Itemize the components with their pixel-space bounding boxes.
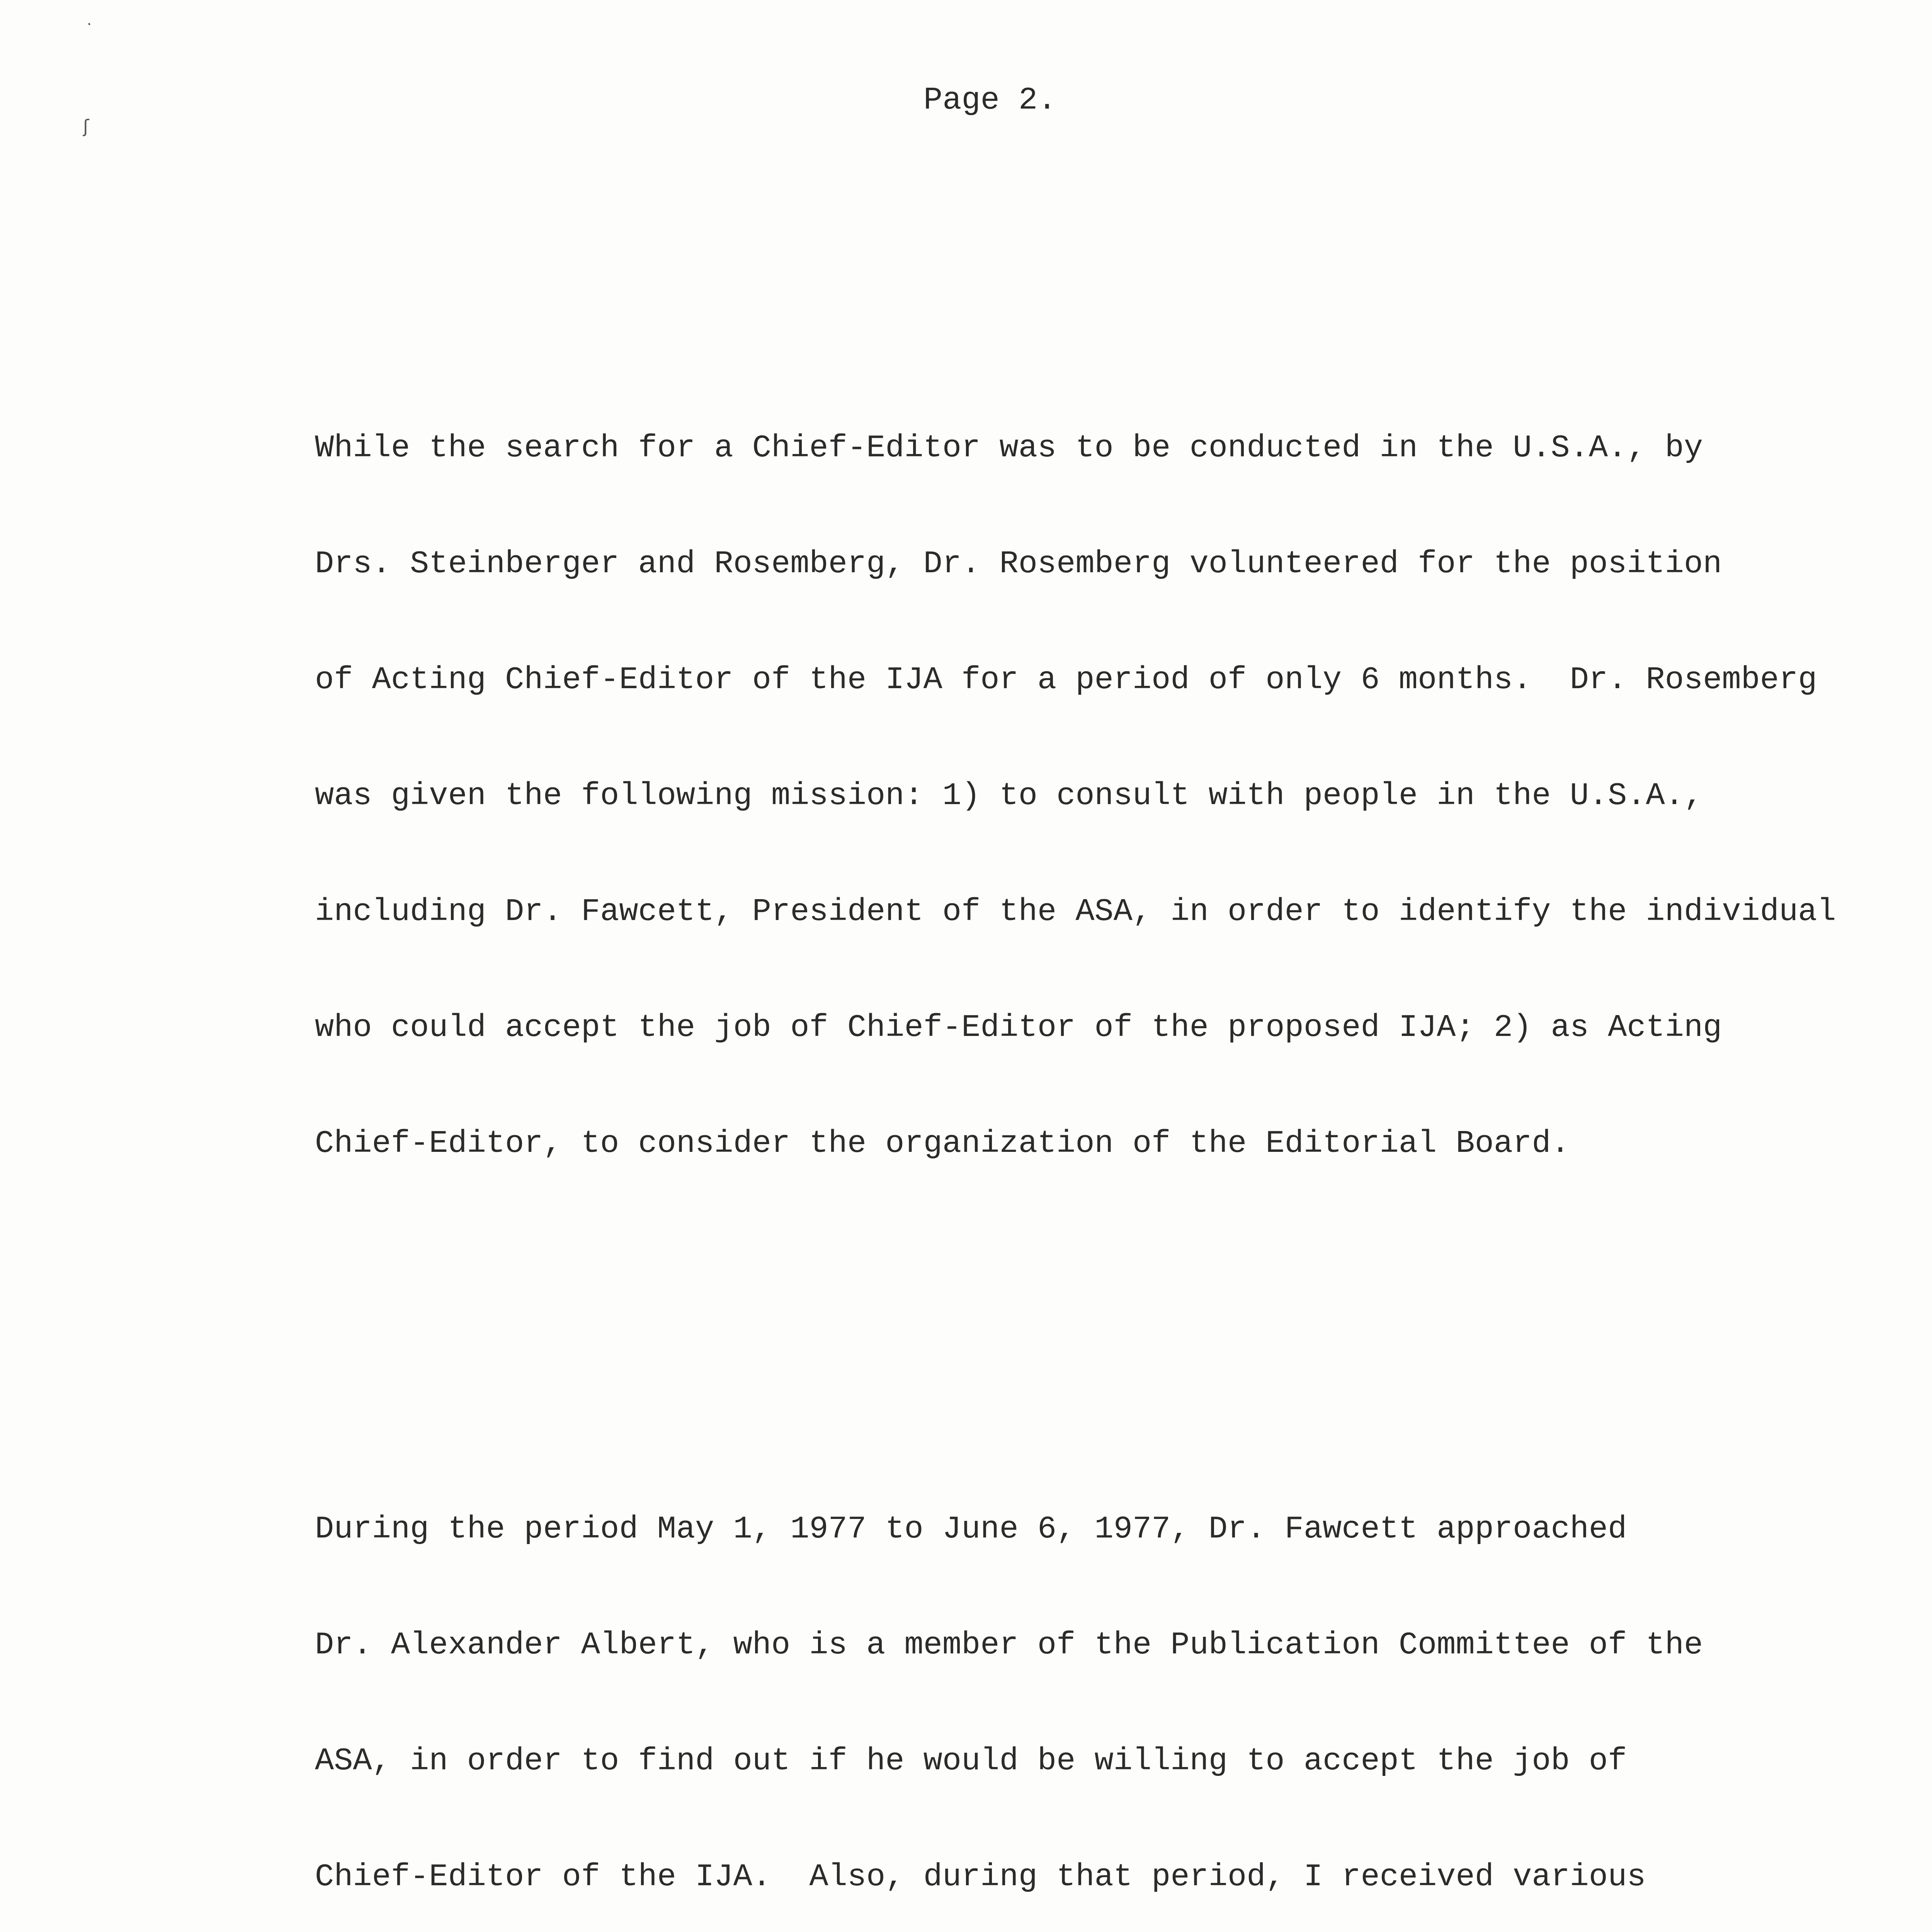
text-line: was given the following mission: 1) to consult with people in the U.S.A.,	[315, 778, 1703, 814]
text-line: During the period May 1, 1977 to June 6, 1977, Dr. Fawcett approached	[315, 1511, 1627, 1547]
text-line: including Dr. Fawcett, President of the ASA, in order to identify the individual	[315, 894, 1836, 930]
text-line: of Acting Chief-Editor of the IJA for a period of only 6 months. Dr. Rosemberg	[315, 662, 1817, 698]
paragraph-chief-editor-search	[315, 352, 1861, 1240]
text-line: Chief-Editor of the IJA. Also, during that period, I received various	[315, 1859, 1646, 1895]
text-line: Drs. Steinberger and Rosemberg, Dr. Rosemberg volunteered for the position	[315, 546, 1722, 582]
text-line: who could accept the job of Chief-Editor of the proposed IJA; 2) as Acting	[315, 1010, 1722, 1046]
stray-mark-top: ·	[83, 15, 96, 34]
paragraph-negotiations-period	[315, 1433, 1861, 1932]
page-number-header: Page 2.	[923, 82, 1057, 118]
text-line: Dr. Alexander Albert, who is a member of the Publication Committee of the	[315, 1627, 1703, 1663]
stray-mark-side: ʃ	[83, 116, 89, 137]
text-line: While the search for a Chief-Editor was to be conducted in the U.S.A., by	[315, 430, 1703, 466]
text-line: Chief-Editor, to consider the organization of the Editorial Board.	[315, 1126, 1570, 1162]
letter-body	[315, 197, 1861, 1932]
text-line: ASA, in order to find out if he would be willing to accept the job of	[315, 1743, 1627, 1779]
